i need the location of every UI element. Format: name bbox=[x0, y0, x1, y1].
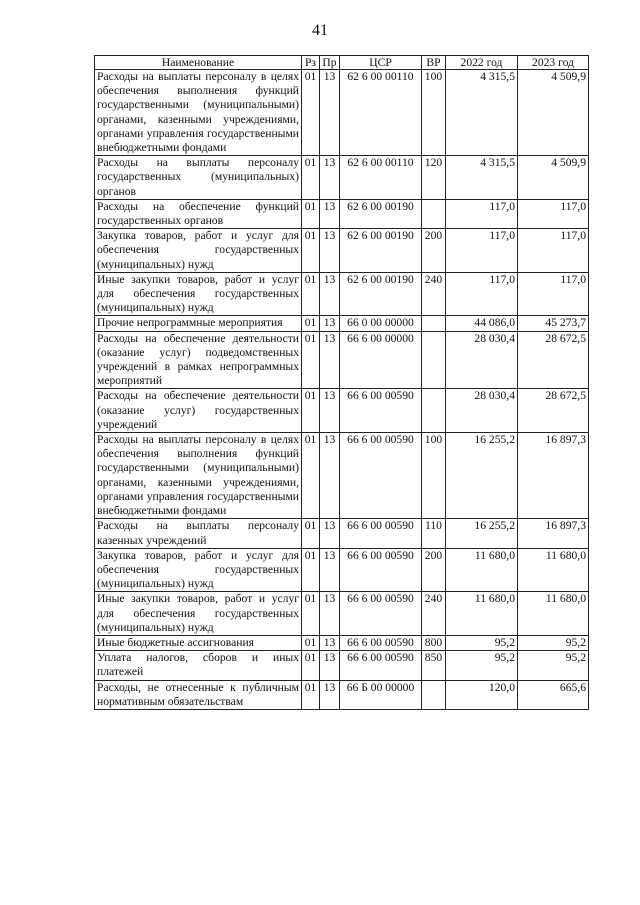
table-row bbox=[95, 680, 589, 709]
budget-table bbox=[94, 55, 589, 710]
table-header-row bbox=[95, 56, 589, 70]
row-2023: 16 897,3 bbox=[518, 519, 589, 548]
row-vr bbox=[422, 389, 446, 433]
row-2022: 11 680,0 bbox=[446, 548, 518, 592]
row-rz: 01 bbox=[302, 229, 320, 273]
row-2022: 16 255,2 bbox=[446, 433, 518, 519]
table-row bbox=[95, 272, 589, 316]
row-2022: 117,0 bbox=[446, 272, 518, 316]
row-pr: 13 bbox=[320, 680, 340, 709]
row-csr: 66 6 00 00000 bbox=[340, 331, 422, 389]
row-vr: 200 bbox=[422, 548, 446, 592]
table-row bbox=[95, 548, 589, 592]
row-csr: 66 Б 00 00000 bbox=[340, 680, 422, 709]
table-row bbox=[95, 433, 589, 519]
row-vr: 850 bbox=[422, 651, 446, 680]
row-rz: 01 bbox=[302, 433, 320, 519]
row-csr: 62 6 00 00110 bbox=[340, 156, 422, 200]
row-rz: 01 bbox=[302, 156, 320, 200]
row-2023: 45 273,7 bbox=[518, 316, 589, 331]
table-row bbox=[95, 70, 589, 156]
table-row bbox=[95, 331, 589, 389]
table-row bbox=[95, 156, 589, 200]
row-vr: 100 bbox=[422, 433, 446, 519]
row-rz: 01 bbox=[302, 331, 320, 389]
row-rz: 01 bbox=[302, 70, 320, 156]
table-row bbox=[95, 389, 589, 433]
row-name: Иные закупки товаров, работ и услуг для обеспечения государственных (муниципальных) нужд bbox=[95, 592, 302, 636]
row-2023: 11 680,0 bbox=[518, 592, 589, 636]
table-row bbox=[95, 519, 589, 548]
row-pr: 13 bbox=[320, 316, 340, 331]
row-2023: 11 680,0 bbox=[518, 548, 589, 592]
table-row bbox=[95, 651, 589, 680]
header-name: Наименование bbox=[95, 56, 302, 70]
row-name: Расходы на выплаты персоналу в целях обеспечения выполнения функций государственными (муниципальными) органами, казенными учреждениями, органами управления государственными внебюджетными фондами bbox=[95, 433, 302, 519]
row-vr bbox=[422, 331, 446, 389]
row-rz: 01 bbox=[302, 389, 320, 433]
row-csr: 66 6 00 00590 bbox=[340, 519, 422, 548]
row-rz: 01 bbox=[302, 272, 320, 316]
row-name: Расходы, не отнесенные к публичным нормативным обязательствам bbox=[95, 680, 302, 709]
row-name: Прочие непрограммные мероприятия bbox=[95, 316, 302, 331]
row-rz: 01 bbox=[302, 592, 320, 636]
header-2022: 2022 год bbox=[446, 56, 518, 70]
row-2023: 665,6 bbox=[518, 680, 589, 709]
row-2023: 28 672,5 bbox=[518, 389, 589, 433]
row-2022: 95,2 bbox=[446, 635, 518, 650]
row-pr: 13 bbox=[320, 592, 340, 636]
row-name: Закупка товаров, работ и услуг для обеспечения государственных (муниципальных) нужд bbox=[95, 229, 302, 273]
row-name: Расходы на обеспечение деятельности (оказание услуг) подведомственных учреждений в рамках непрограммных мероприятий bbox=[95, 331, 302, 389]
row-pr: 13 bbox=[320, 199, 340, 228]
row-pr: 13 bbox=[320, 389, 340, 433]
row-2022: 117,0 bbox=[446, 199, 518, 228]
row-csr: 66 6 00 00590 bbox=[340, 651, 422, 680]
row-csr: 62 6 00 00190 bbox=[340, 229, 422, 273]
row-2023: 117,0 bbox=[518, 229, 589, 273]
row-2023: 4 509,9 bbox=[518, 70, 589, 156]
row-2022: 4 315,5 bbox=[446, 70, 518, 156]
row-2022: 120,0 bbox=[446, 680, 518, 709]
row-csr: 66 6 00 00590 bbox=[340, 592, 422, 636]
row-pr: 13 bbox=[320, 635, 340, 650]
row-rz: 01 bbox=[302, 316, 320, 331]
row-name: Иные закупки товаров, работ и услуг для обеспечения государственных (муниципальных) нужд bbox=[95, 272, 302, 316]
row-2022: 4 315,5 bbox=[446, 156, 518, 200]
header-2023: 2023 год bbox=[518, 56, 589, 70]
row-2023: 117,0 bbox=[518, 272, 589, 316]
row-rz: 01 bbox=[302, 199, 320, 228]
row-pr: 13 bbox=[320, 651, 340, 680]
row-name: Расходы на обеспечение функций государственных органов bbox=[95, 199, 302, 228]
row-vr: 200 bbox=[422, 229, 446, 273]
row-rz: 01 bbox=[302, 548, 320, 592]
row-vr: 120 bbox=[422, 156, 446, 200]
row-csr: 66 6 00 00590 bbox=[340, 389, 422, 433]
row-2023: 117,0 bbox=[518, 199, 589, 228]
row-pr: 13 bbox=[320, 433, 340, 519]
row-2023: 28 672,5 bbox=[518, 331, 589, 389]
table-row bbox=[95, 199, 589, 228]
row-pr: 13 bbox=[320, 331, 340, 389]
row-rz: 01 bbox=[302, 519, 320, 548]
row-vr bbox=[422, 680, 446, 709]
row-csr: 66 0 00 00000 bbox=[340, 316, 422, 331]
row-rz: 01 bbox=[302, 635, 320, 650]
row-pr: 13 bbox=[320, 548, 340, 592]
row-csr: 66 6 00 00590 bbox=[340, 433, 422, 519]
row-pr: 13 bbox=[320, 272, 340, 316]
row-name: Расходы на выплаты персоналу в целях обеспечения выполнения функций государственными (муниципальными) органами, казенными учреждениями, органами управления государственными внебюджетными фондами bbox=[95, 70, 302, 156]
row-2022: 95,2 bbox=[446, 651, 518, 680]
row-name: Уплата налогов, сборов и иных платежей bbox=[95, 651, 302, 680]
row-name: Расходы на обеспечение деятельности (оказание услуг) государственных учреждений bbox=[95, 389, 302, 433]
row-csr: 62 6 00 00190 bbox=[340, 272, 422, 316]
row-vr: 800 bbox=[422, 635, 446, 650]
header-csr: ЦСР bbox=[340, 56, 422, 70]
row-pr: 13 bbox=[320, 70, 340, 156]
row-rz: 01 bbox=[302, 651, 320, 680]
row-name: Закупка товаров, работ и услуг для обеспечения государственных (муниципальных) нужд bbox=[95, 548, 302, 592]
row-vr: 110 bbox=[422, 519, 446, 548]
row-vr: 240 bbox=[422, 272, 446, 316]
row-2022: 28 030,4 bbox=[446, 389, 518, 433]
row-2022: 44 086,0 bbox=[446, 316, 518, 331]
row-pr: 13 bbox=[320, 156, 340, 200]
row-vr: 240 bbox=[422, 592, 446, 636]
row-name: Расходы на выплаты персоналу государственных (муниципальных) органов bbox=[95, 156, 302, 200]
row-2023: 95,2 bbox=[518, 651, 589, 680]
row-vr bbox=[422, 316, 446, 331]
row-pr: 13 bbox=[320, 519, 340, 548]
row-2022: 28 030,4 bbox=[446, 331, 518, 389]
row-2022: 11 680,0 bbox=[446, 592, 518, 636]
row-csr: 66 6 00 00590 bbox=[340, 548, 422, 592]
row-2022: 16 255,2 bbox=[446, 519, 518, 548]
row-csr: 62 6 00 00190 bbox=[340, 199, 422, 228]
row-csr: 62 6 00 00110 bbox=[340, 70, 422, 156]
table-row bbox=[95, 635, 589, 650]
row-pr: 13 bbox=[320, 229, 340, 273]
row-2023: 16 897,3 bbox=[518, 433, 589, 519]
row-vr: 100 bbox=[422, 70, 446, 156]
table-row bbox=[95, 316, 589, 331]
row-csr: 66 6 00 00590 bbox=[340, 635, 422, 650]
page-number: 41 bbox=[312, 22, 328, 39]
row-2023: 4 509,9 bbox=[518, 156, 589, 200]
row-2022: 117,0 bbox=[446, 229, 518, 273]
header-rz: Рз bbox=[302, 56, 320, 70]
row-rz: 01 bbox=[302, 680, 320, 709]
table-row bbox=[95, 592, 589, 636]
table-row bbox=[95, 229, 589, 273]
row-name: Расходы на выплаты персоналу казенных учреждений bbox=[95, 519, 302, 548]
row-name: Иные бюджетные ассигнования bbox=[95, 635, 302, 650]
header-pr: Пр bbox=[320, 56, 340, 70]
header-vr: ВР bbox=[422, 56, 446, 70]
row-vr bbox=[422, 199, 446, 228]
row-2023: 95,2 bbox=[518, 635, 589, 650]
